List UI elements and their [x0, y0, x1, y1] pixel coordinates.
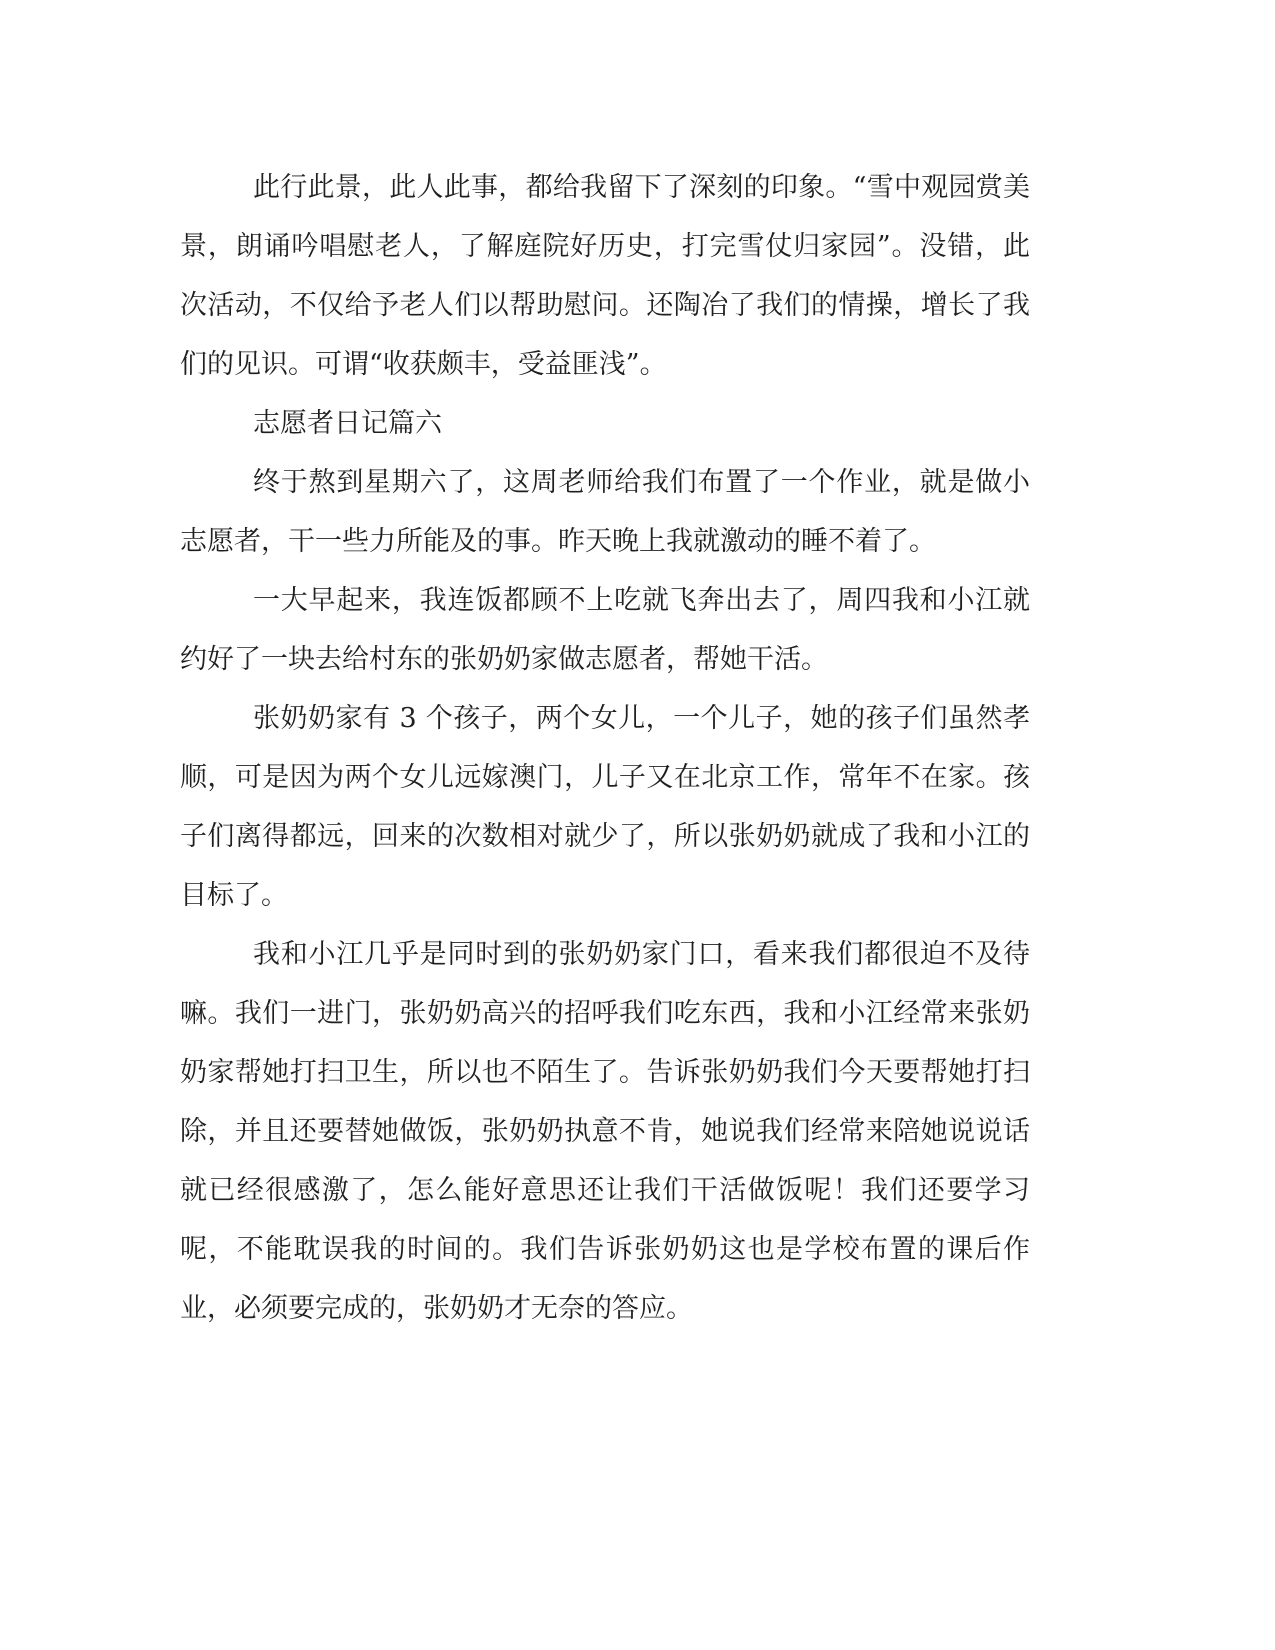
paragraph: 一大早起来，我连饭都顾不上吃就飞奔出去了，周四我和小江就约好了一块去给村东的张奶奶家做志愿者，帮她干活。 — [180, 585, 1030, 675]
section-heading: 志愿者日记篇六 — [253, 408, 442, 439]
document-body — [180, 158, 1030, 1338]
paragraph: 此行此景，此人此事，都给我留下了深刻的印象。“雪中观园赏美景，朗诵吟唱慰老人，了解庭院好历史，打完雪仗归家园”。没错，此次活动，不仅给予老人们以帮助慰问。还陶冶了我们的情操，增长了我们的见识。可谓“收获颇丰，受益匪浅”。 — [180, 172, 1030, 380]
paragraph: 张奶奶家有 3 个孩子，两个女儿，一个儿子，她的孩子们虽然孝顺，可是因为两个女儿远嫁澳门，儿子又在北京工作，常年不在家。孩子们离得都远，回来的次数相对就少了，所以张奶奶就成了我和小江的目标了。 — [180, 703, 1030, 911]
paragraph: 我和小江几乎是同时到的张奶奶家门口，看来我们都很迫不及待嘛。我们一进门，张奶奶高兴的招呼我们吃东西，我和小江经常来张奶奶家帮她打扫卫生，所以也不陌生了。告诉张奶奶我们今天要帮她打扫除，并且还要替她做饭，张奶奶执意不肯，她说我们经常来陪她说说话就已经很感激了，怎么能好意思还让我们干活做饭呢！我们还要学习呢，不能耽误我的时间的。我们告诉张奶奶这也是学校布置的课后作业，必须要完成的，张奶奶才无奈的答应。 — [180, 939, 1030, 1324]
paragraph: 终于熬到星期六了，这周老师给我们布置了一个作业，就是做小志愿者，干一些力所能及的事。昨天晚上我就激动的睡不着了。 — [180, 467, 1030, 557]
